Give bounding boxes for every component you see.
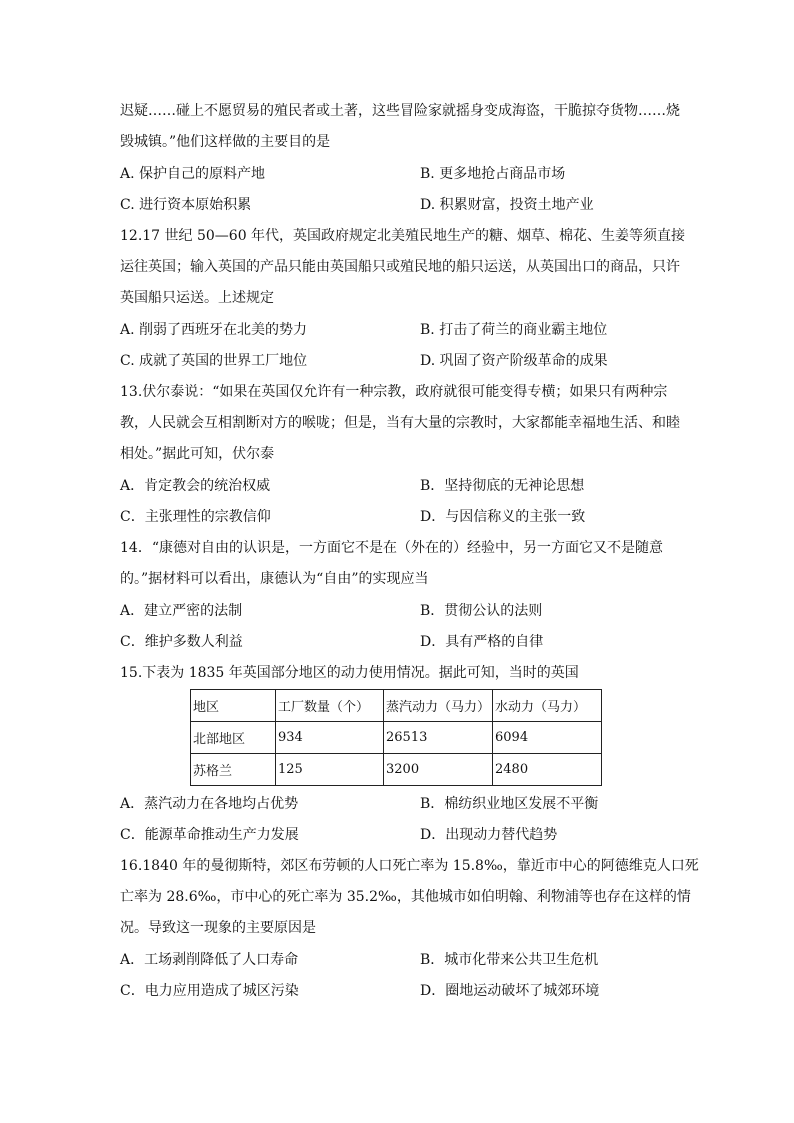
q14-option-b: B．贯彻公认的法则 <box>420 603 543 619</box>
q12-option-d: D. 巩固了资产阶级革命的成果 <box>420 353 608 369</box>
table-header-cell: 地区 <box>191 690 276 722</box>
table-cell: 26513 <box>384 722 493 754</box>
table-cell: 3200 <box>384 754 493 786</box>
q15-option-d: D．出现动力替代趋势 <box>420 827 558 843</box>
table-cell: 苏格兰 <box>191 754 276 786</box>
q15-option-b: B．棉纺织业地区发展不平衡 <box>420 796 599 812</box>
table-cell: 934 <box>276 722 384 754</box>
q16-option-a: A．工场剥削降低了人口寿命 <box>120 952 299 968</box>
q13-line-1: 13.伏尔泰说：“如果在英国仅允许有一种宗教，政府就很可能变得专横；如果只有两种宗 <box>120 384 668 400</box>
q14-option-a: A．建立严密的法制 <box>120 603 243 619</box>
q12-option-a: A. 削弱了西班牙在北美的势力 <box>120 322 308 338</box>
q15-option-a: A．蒸汽动力在各地均占优势 <box>120 796 299 812</box>
q14-option-c: C．维护多数人利益 <box>120 634 243 650</box>
table-row <box>191 754 602 786</box>
q12-option-b: B. 打击了荷兰的商业霸主地位 <box>420 322 608 338</box>
q13-option-c: C．主张理性的宗教信仰 <box>120 509 271 525</box>
q14-line-2: 的。”据材料可以看出，康德认为“自由”的实现应当 <box>120 571 429 587</box>
q13-option-a: A．肯定教会的统治权威 <box>120 478 271 494</box>
table-header-cell: 工厂数量（个） <box>276 690 384 722</box>
q11-option-b: B. 更多地抢占商品市场 <box>420 166 566 182</box>
table-cell: 北部地区 <box>191 722 276 754</box>
q16-line-1: 16.1840 年的曼彻斯特，郊区布劳顿的人口死亡率为 15.8‰，靠近市中心的阿德维克人口死 <box>120 858 699 874</box>
q11-line-1: 迟疑……碰上不愿贸易的殖民者或土著，这些冒险家就摇身变成海盗，干脆掠夺货物……烧 <box>120 103 680 119</box>
table-cell: 6094 <box>493 722 602 754</box>
q13-option-d: D．与因信称义的主张一致 <box>420 509 586 525</box>
table-header-cell: 水动力（马力） <box>493 690 602 722</box>
table-header-row <box>191 690 602 722</box>
q11-option-c: C. 进行资本原始积累 <box>120 197 252 213</box>
table-cell: 2480 <box>493 754 602 786</box>
q12-line-1: 12.17 世纪 50—60 年代，英国政府规定北美殖民地生产的糖、烟草、棉花、生姜等须直接 <box>120 228 686 244</box>
q13-line-3: 相处。”据此可知，伏尔泰 <box>120 446 275 462</box>
power-usage-table <box>190 689 602 786</box>
q11-option-d: D. 积累财富，投资土地产业 <box>420 197 594 213</box>
q14-option-d: D．具有严格的自律 <box>420 634 544 650</box>
q15-option-c: C．能源革命推动生产力发展 <box>120 827 299 843</box>
q12-line-3: 英国船只运送。上述规定 <box>120 290 274 306</box>
q13-option-b: B．坚持彻底的无神论思想 <box>420 478 585 494</box>
table-row <box>191 722 602 754</box>
q15-line-1: 15.下表为 1835 年英国部分地区的动力使用情况。据此可知，当时的英国 <box>120 665 579 681</box>
q11-line-2: 毁城镇。”他们这样做的主要目的是 <box>120 134 331 150</box>
table-cell: 125 <box>276 754 384 786</box>
q12-option-c: C. 成就了英国的世界工厂地位 <box>120 353 308 369</box>
q14-line-1: 14．“康德对自由的认识是，一方面它不是在（外在的）经验中，另一方面它又不是随意 <box>120 540 663 556</box>
q16-option-c: C．电力应用造成了城区污染 <box>120 983 299 999</box>
table-header-cell: 蒸汽动力（马力） <box>384 690 493 722</box>
q12-line-2: 运往英国；输入英国的产品只能由英国船只或殖民地的船只运送，从英国出口的商品，只许 <box>120 259 680 275</box>
q13-line-2: 教，人民就会互相割断对方的喉咙；但是，当有大量的宗教时，大家都能幸福地生活、和睦 <box>120 415 680 431</box>
q16-line-3: 况。导致这一现象的主要原因是 <box>120 920 316 936</box>
q16-line-2: 亡率为 28.6‰，市中心的死亡率为 35.2‰，其他城市如伯明翰、利物浦等也存在这样的情 <box>120 889 691 905</box>
q16-option-d: D．圈地运动破坏了城郊环境 <box>420 983 600 999</box>
q11-option-a: A. 保护自己的原料产地 <box>120 166 266 182</box>
q16-option-b: B．城市化带来公共卫生危机 <box>420 952 599 968</box>
